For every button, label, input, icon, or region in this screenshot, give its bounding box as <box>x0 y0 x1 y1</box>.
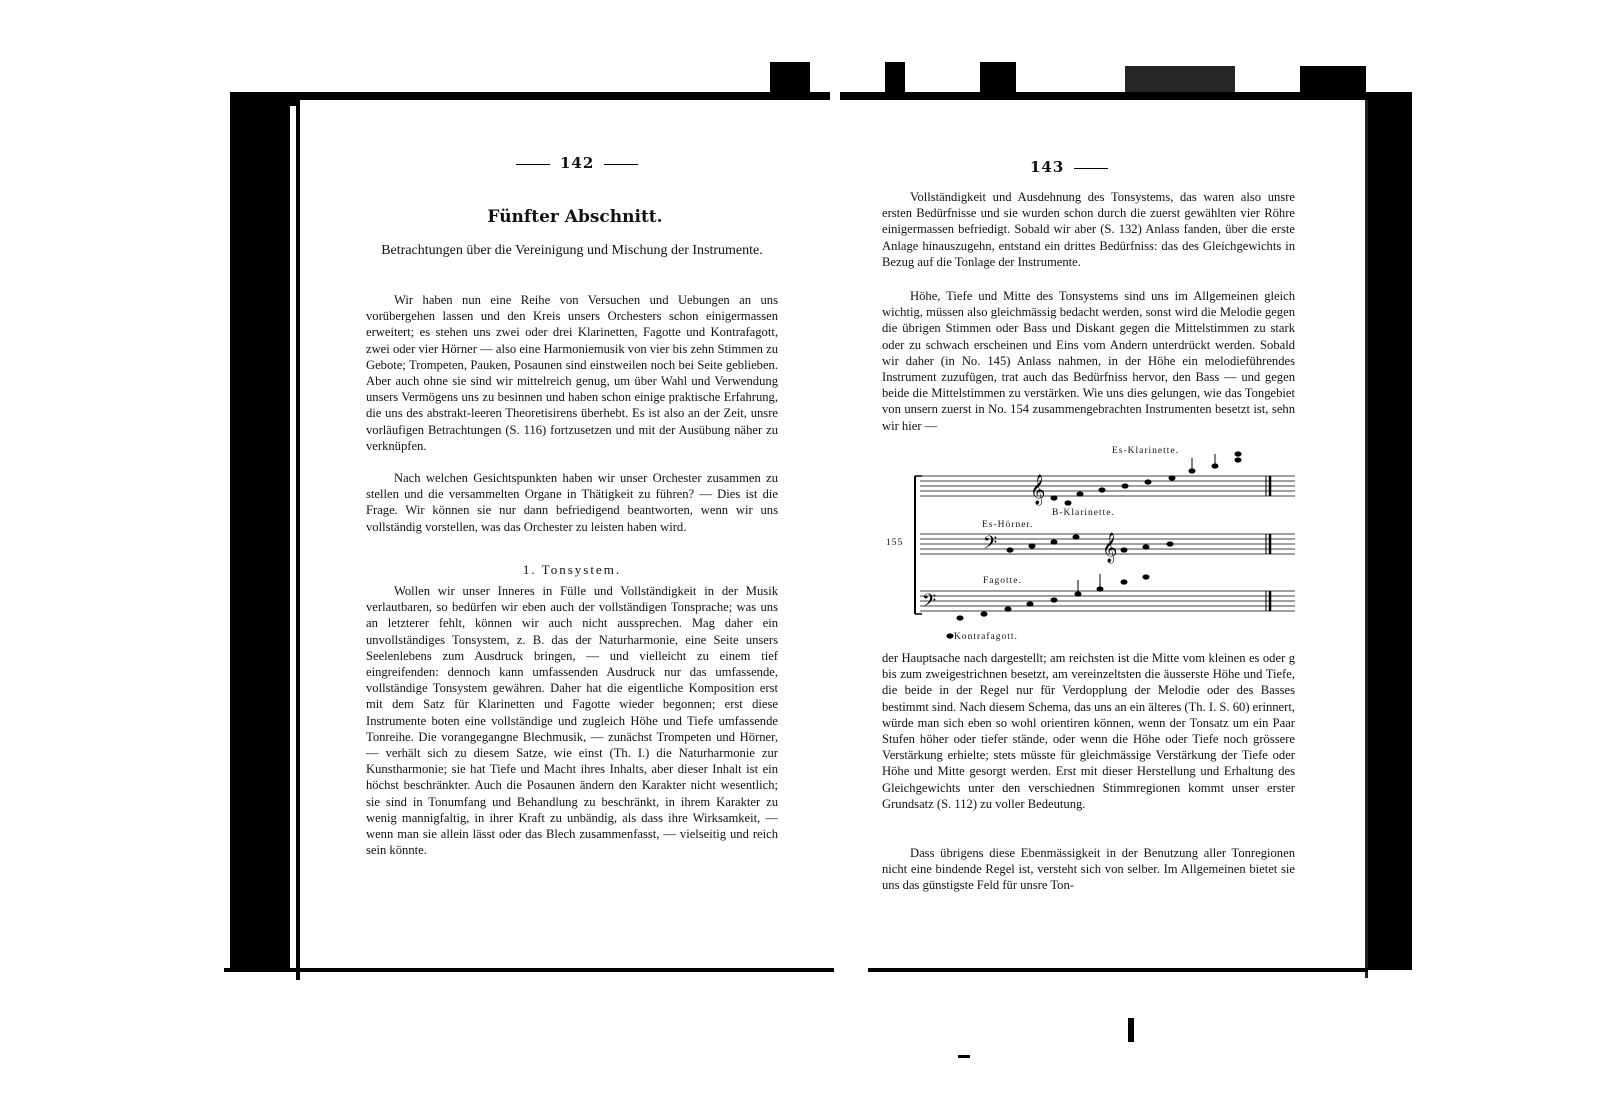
page-number-right: 143 <box>1030 158 1118 176</box>
right-paragraph-2: Höhe, Tiefe und Mitte des Tonsystems sind uns im Allgemeinen gleich wichtig, müssen also gleichmässig bedacht werden, sonst wird die Melodie gegen die übrigen Stimmen oder Bass und Diskant gegen die Mittelstimmen zu stark oder zu schwach erscheinen und Eins vom Andern unterdrückt werden. Sobald wir daher (in No. 145) Anlass nahmen, in der Höhe ein melodieführendes Instrument zuzufügen, trat auch das Bedürfniss hervor, den Bass — und gegen beide die Mittelstimmen zu verstärken. Wie uns dies gelungen, wie das Tongebiet von unsern zuerst in No. 154 zusammengebrachten Instrumenten besetzt ist, sehn wir hier — <box>882 289 1295 433</box>
svg-text:𝄞: 𝄞 <box>1030 475 1046 505</box>
label-fagotte: Fagotte. <box>983 576 1022 586</box>
label-kontrafagott: Kontrafagott. <box>954 632 1018 642</box>
label-b-klarinette: B-Klarinette. <box>1052 508 1115 518</box>
scan-artifact <box>885 62 905 100</box>
chapter-title: Fünfter Abschnitt. <box>487 207 663 227</box>
scan-artifact <box>1300 66 1366 100</box>
right-paragraph-4: Dass übrigens diese Ebenmässigkeit in der Benutzung aller Tonregionen nicht eine bindende Regel ist, versteht sich von selber. Im Allgemeinen bietet sie uns das günstigste Feld für unsre Ton- <box>882 846 1295 893</box>
section-heading: 1. Tonsystem. <box>522 562 622 577</box>
label-es-klarinette: Es-Klarinette. <box>1112 446 1180 456</box>
book-edge-bottom-left <box>224 968 834 972</box>
right-paragraph-1: Vollständigkeit und Ausdehnung des Tonsystems, das waren also unsre ersten Bedürfnisse und sie wurden schon durch die zuerst gewählten vier Röhre einigermassen befriedigt. Sobald wir aber (S. 132) Anlass fanden, über die erste Anlage hinauszugehn, entstand ein drittes Bedürfniss: das des Gleichgewichts in Bezug auf die Tonlage der Instrumente. <box>882 190 1295 269</box>
chapter-subtitle: Betrachtungen über die Vereinigung und Mischung der Instrumente. <box>381 243 763 258</box>
label-es-hoerner: Es-Hörner. <box>982 520 1034 530</box>
book-spine-left <box>230 92 290 972</box>
scan-artifact <box>980 62 1016 100</box>
scan-artifact <box>1128 1018 1134 1042</box>
svg-text:𝄢: 𝄢 <box>983 533 998 558</box>
scan-artifact <box>1125 66 1235 100</box>
svg-text:𝄞: 𝄞 <box>1102 533 1118 563</box>
book-spine-right <box>1366 104 1412 970</box>
left-paragraph-3: Wollen wir unser Inneres in Fülle und Vollständigkeit in der Musik verlautbaren, so bedürfen wir eben auch der vollständigen Tonsprache; was uns an letzterer fehlt, können wir auch nicht aussprechen. Mag daher ein unvollständiges Tonsystem, z. B. das der Naturharmonie, eine Seite unsers Seelenlebens zum Ausdruck bringen, — und vielleicht zu einem tief eingreifenden: dennoch kann umfassenden Ausdruck nur das umfassende, vollständige Tonsystem gewähren. Daher hat die eigentliche Komposition erst mit dem Satz für Klarinetten und Fagotte wieder begonnen; erst diese Instrumente boten eine vollständige und zugleich Höhe und Tiefe umfassende Tonreihe. Die vorangegangne Blechmusik, — zunächst Trompeten und Hörner, — verhält sich zu diesem Satze, wie einst (Th. I.) die Naturharmonie zur Kunstharmonie; sie hat Tiefe und Macht ihres Inhalts, aber dieser Inhalt ist ein höchst beschränkter. Auch die Posaunen ändern den Karakter nicht wesentlich; sie sind in Tonumfang und Behandlung zu beschränkt, in ihrem Karakter zu wenig mannigfaltig, in ihrer Kraft zu unbändig, als dass ihre Wirksamkeit, — wenn man sie allein lässt oder das Blech zusammenfasst, — vielseitig und reich sein könnte. <box>366 584 778 858</box>
svg-text:𝄢: 𝄢 <box>922 591 937 616</box>
left-paragraph-1: Wir haben nun eine Reihe von Versuchen und Uebungen an uns vorübergehen lassen und den Kreis unsers Orchesters schon einigermassen erweitert; es stehen uns zwei oder drei Klarinetten, Fagotte und Kontrafagott, zwei oder vier Hörner — also eine Harmoniemusik von vier bis zehn Stimmen zu Gebote; Trompeten, Pauken, Posaunen sind einstweilen noch bei Seite geblieben. Aber auch ohne sie sind wir mittelreich genug, um über Wahl und Verwendung unsers Vermögens uns zu besinnen und haben schon einige praktische Erfahrung, die uns des abstrakt-leeren Theoretisirens überhebt. Es ist also an der Zeit, unsre vorläufigen Betrachtungen (S. 116) fortzusetzen und mit der Ausübung näher zu verknüpfen. <box>366 293 778 453</box>
music-staff-diagram <box>880 446 1300 646</box>
example-number: 155 <box>886 538 904 548</box>
right-paragraph-3: der Hauptsache nach dargestellt; am reichsten ist die Mitte vom kleinen es oder g bis zum zweigestrichnen besetzt, am vereinzeltsten die äusserste Höhe und Tiefe, die beide in der Regel nur für Verdopplung der Melodie oder des Basses bestimmt sind. Nach diesem Schema, das uns an ein älteres (Th. I. S. 60) erinnert, würde man sich eben so wohl orientiren können, wenn der Tonsatz um ein Paar Stufen höher oder tiefer stände, oder wenn die Höhe oder Tiefe noch grössere Verstärkung erhielte; stets müsste für gleichmässige Verstärkung der Tiefe oder Höhe und Mitte gesorgt werden. Erst mit dieser Herstellung und Erhaltung des Gleichgewichts unter den verschiednen Stimmregionen kommt unser erster Grundsatz (S. 112) zu voller Bedeutung. <box>882 651 1295 811</box>
book-edge-bottom-right <box>868 968 1368 972</box>
scan-artifact <box>958 1055 970 1058</box>
scan-artifact <box>770 62 810 100</box>
page-number-left: 142 <box>506 154 648 172</box>
left-paragraph-2: Nach welchen Gesichtspunkten haben wir unser Orchester zusammen zu stellen und die versammelten Organe in Thätigkeit zu führen? — Dies ist die Frage. Wir können sie nur dann befriedigend beantworten, wenn wir uns vollständig vorstellen, was das Orchester zu leisten haben wird. <box>366 471 778 534</box>
music-example <box>880 446 1300 646</box>
